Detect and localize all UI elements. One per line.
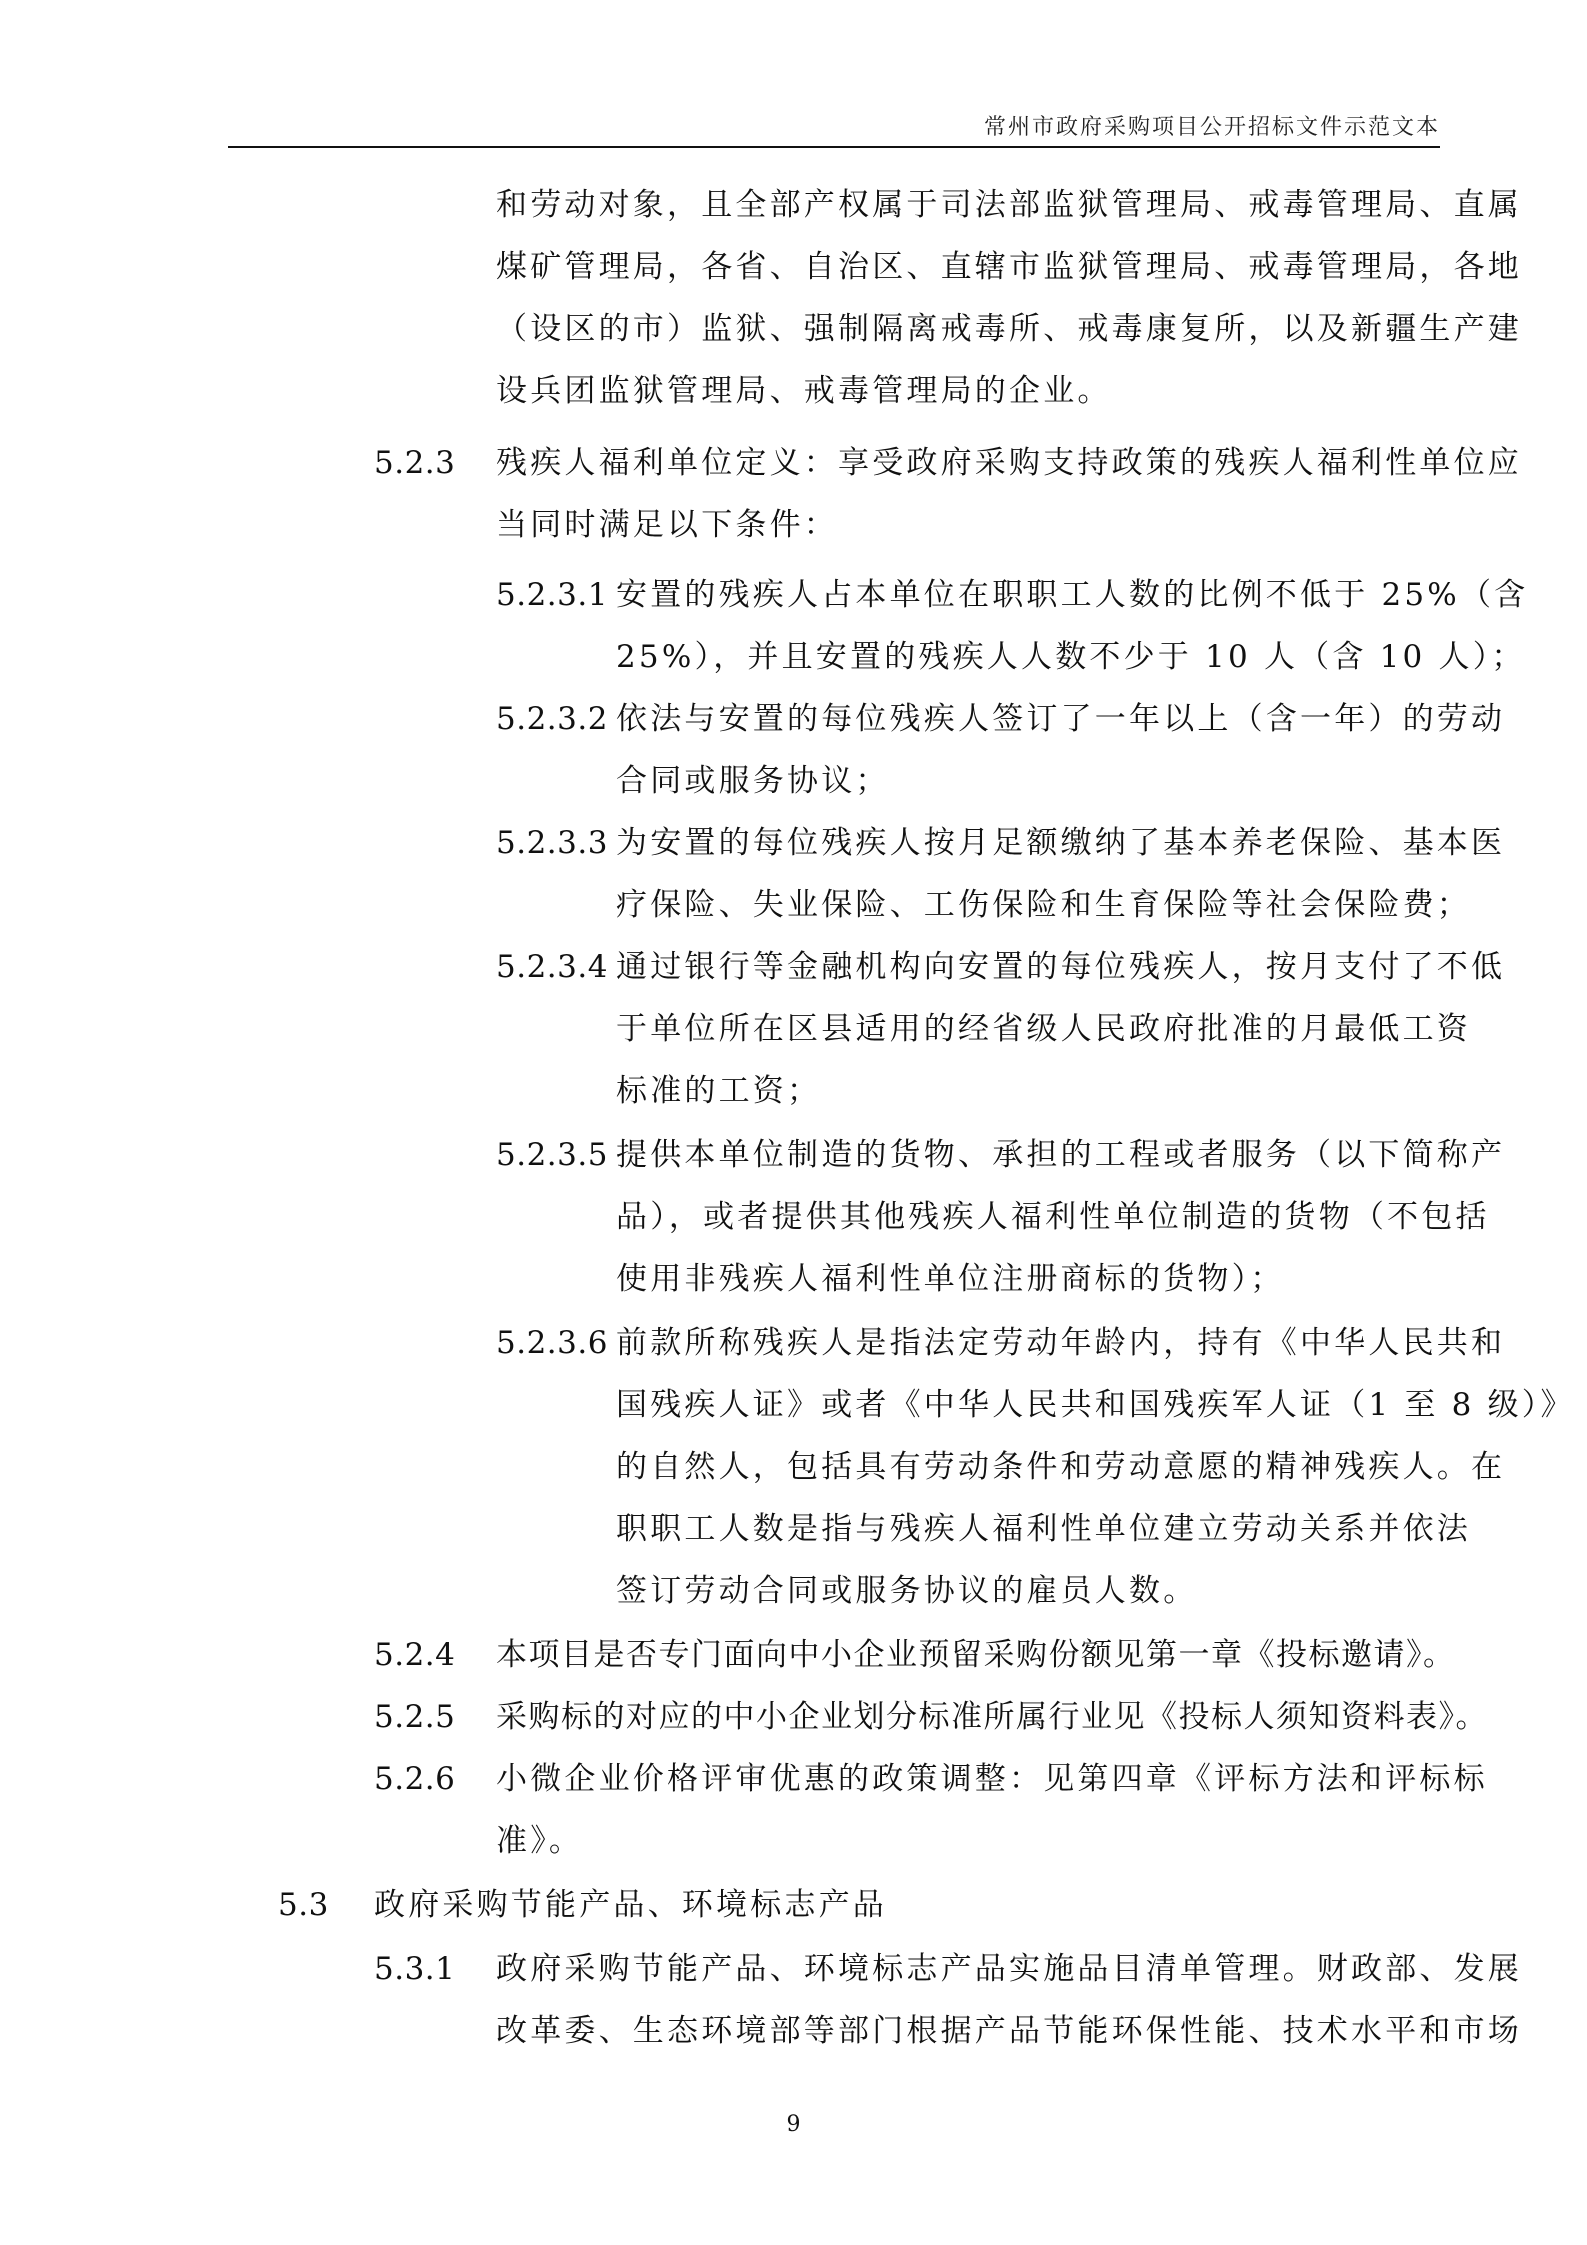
clause-text-line: 准》。 — [496, 1823, 584, 1859]
subclause-number: 5.2.3.4 — [496, 949, 608, 985]
subclause-text-line: 前款所称残疾人是指法定劳动年龄内，持有《中华人民共和 — [616, 1325, 1506, 1361]
subclause-number: 5.2.3.2 — [496, 701, 608, 737]
page-number: 9 — [786, 2112, 801, 2137]
subclause-text-line: 职职工人数是指与残疾人福利性单位建立劳动关系并依法 — [616, 1511, 1471, 1547]
document-header-title: 常州市政府采购项目公开招标文件示范文本 — [983, 115, 1440, 140]
clause-text-line: 政府采购节能产品、环境标志产品实施品目清单管理。财政部、发展 — [496, 1951, 1522, 1987]
subclause-text-line: 的自然人，包括具有劳动条件和劳动意愿的精神残疾人。在 — [616, 1449, 1506, 1485]
subclause-number: 5.2.3.5 — [496, 1137, 608, 1173]
paragraph-line: （设区的市）监狱、强制隔离戒毒所、戒毒康复所，以及新疆生产建 — [496, 311, 1522, 347]
clause-text-line: 小微企业价格评审优惠的政策调整：见第四章《评标方法和评标标 — [496, 1761, 1488, 1797]
clause-number: 5.2.6 — [374, 1761, 456, 1797]
subclause-text-line: 签订劳动合同或服务协议的雇员人数。 — [616, 1573, 1198, 1609]
subclause-text-line: 25%），并且安置的残疾人人数不少于 10 人（含 10 人）； — [616, 639, 1526, 675]
subclause-text-line: 依法与安置的每位残疾人签订了一年以上（含一年）的劳动 — [616, 701, 1506, 737]
subclause-text-line: 国残疾人证》或者《中华人民共和国残疾军人证（1 至 8 级）》 — [616, 1387, 1575, 1423]
subclause-number: 5.2.3.3 — [496, 825, 608, 861]
clause-number: 5.2.5 — [374, 1699, 456, 1735]
subclause-text-line: 合同或服务协议； — [616, 763, 890, 799]
subclause-text-line: 使用非残疾人福利性单位注册商标的货物）； — [616, 1261, 1285, 1297]
subclause-text-line: 通过银行等金融机构向安置的每位残疾人，按月支付了不低 — [616, 949, 1506, 985]
subclause-number: 5.2.3.1 — [496, 577, 608, 613]
paragraph-line: 设兵团监狱管理局、戒毒管理局的企业。 — [496, 373, 1112, 409]
paragraph-line: 煤矿管理局，各省、自治区、直辖市监狱管理局、戒毒管理局，各地 — [496, 249, 1522, 285]
subclause-number: 5.2.3.6 — [496, 1325, 608, 1361]
clause-text-line: 残疾人福利单位定义：享受政府采购支持政策的残疾人福利性单位应 — [496, 445, 1522, 481]
clause-text-line: 当同时满足以下条件： — [496, 507, 838, 543]
clause-text-line: 本项目是否专门面向中小企业预留采购份额见第一章《投标邀请》。 — [496, 1637, 1456, 1673]
clause-number: 5.2.3 — [374, 445, 456, 481]
subclause-text-line: 提供本单位制造的货物、承担的工程或者服务（以下简称产 — [616, 1137, 1506, 1173]
clause-text-line: 采购标的对应的中小企业划分标准所属行业见《投标人须知资料表》。 — [496, 1699, 1488, 1735]
clause-text-line: 改革委、生态环境部等部门根据产品节能环保性能、技术水平和市场 — [496, 2013, 1522, 2049]
subclause-text-line: 疗保险、失业保险、工伤保险和生育保险等社会保险费； — [616, 887, 1471, 923]
section-number: 5.3 — [278, 1887, 329, 1923]
subclause-text-line: 标准的工资； — [616, 1073, 822, 1109]
subclause-text-line: 品），或者提供其他残疾人福利性单位制造的货物（不包括 — [616, 1199, 1490, 1235]
section-heading: 政府采购节能产品、环境标志产品 — [374, 1887, 887, 1923]
clause-number: 5.2.4 — [374, 1637, 456, 1673]
subclause-text-line: 于单位所在区县适用的经省级人民政府批准的月最低工资 — [616, 1011, 1471, 1047]
subclause-text-line: 安置的残疾人占本单位在职职工人数的比例不低于 25%（含 — [616, 577, 1529, 613]
header-divider — [228, 146, 1440, 148]
subclause-text-line: 为安置的每位残疾人按月足额缴纳了基本养老保险、基本医 — [616, 825, 1506, 861]
clause-number: 5.3.1 — [374, 1951, 456, 1987]
paragraph-line: 和劳动对象，且全部产权属于司法部监狱管理局、戒毒管理局、直属 — [496, 187, 1522, 223]
